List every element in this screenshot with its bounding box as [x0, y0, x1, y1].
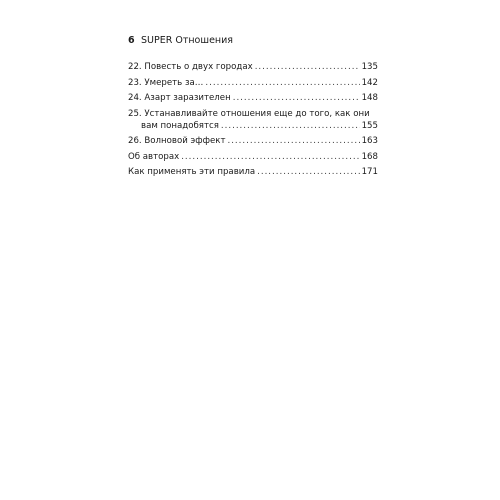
- book-title: SUPER Отношения: [141, 35, 234, 46]
- toc-entry-page: 148: [361, 93, 378, 103]
- toc-leader-dots: [233, 92, 360, 104]
- toc-entry-title: 23. Умереть за…: [128, 77, 204, 88]
- toc-entry: [128, 151, 378, 163]
- toc-entry-title: Об авторах: [128, 151, 180, 162]
- toc-entry-title: 26. Волновой эффект: [128, 136, 226, 146]
- toc-entry: [128, 108, 378, 132]
- toc-entry: [128, 166, 378, 178]
- toc-entry-title-continued: вам понадобятся: [141, 120, 219, 131]
- toc-entry-page: 163: [361, 136, 378, 146]
- toc-entry-continuation: [128, 120, 378, 132]
- toc-leader-dots: [181, 151, 359, 163]
- toc-entry-title: Как применять эти правила: [128, 167, 256, 177]
- toc-leader-dots: [221, 120, 360, 132]
- toc-entry: [128, 92, 378, 104]
- toc-entry: [128, 61, 378, 73]
- toc-entry-page: 142: [361, 77, 378, 88]
- toc-entry: [128, 135, 378, 147]
- toc-entry-page: 171: [361, 167, 378, 177]
- page-number: 6: [128, 35, 135, 46]
- running-head: [128, 35, 233, 46]
- toc-entry-page: 155: [361, 120, 378, 131]
- toc-leader-dots: [205, 77, 359, 89]
- table-of-contents: [128, 61, 378, 182]
- toc-leader-dots: [227, 135, 359, 147]
- toc-entry-title: 22. Повесть о двух городах: [128, 62, 253, 72]
- toc-entry-title: 25. Устанавливайте отношения еще до того, как они: [128, 108, 370, 119]
- toc-entry-page: 168: [361, 151, 378, 162]
- toc-entry-page: 135: [361, 62, 378, 72]
- toc-leader-dots: [255, 61, 360, 73]
- toc-leader-dots: [257, 166, 359, 178]
- toc-entry-title: 24. Азарт заразителен: [128, 93, 231, 103]
- toc-entry: [128, 77, 378, 89]
